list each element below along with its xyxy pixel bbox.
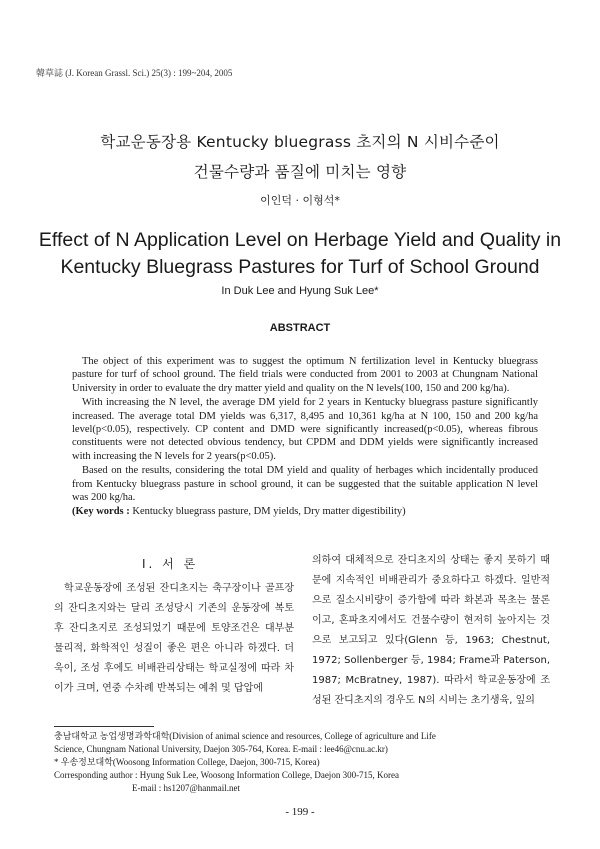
- body-right-column: 의하여 대체적으로 잔디초지의 상태는 좋지 못하기 때문에 지속적인 비배관리가 중요하다고 하겠다. 일반적으로 질소시비량이 증가함에 따라 화본과 목초는 물론이고, 혼파초지에서도 건물수량이 현저히 높아지는 것으로 보고되고 있다(Glenn 등, 1963; Chestnut, 1972; Sollenberger 등, 1984; Frame과 Paterson, 1987; McBratney, 1987). 따라서 학교운동장에 조성된 잔디초지의 경우도 N의 시비는 초기생육, 잎의: [312, 555, 550, 706]
- keywords-list: Kentucky bluegrass pasture, DM yields, Dry matter digestibility): [129, 506, 406, 518]
- page-number: - 199 -: [285, 806, 315, 818]
- footnote-affiliation-1: 충남대학교 농업생명과학대학(Division of animal science and resources, College of agriculture and Life: [54, 731, 436, 741]
- abstract-paragraph-2: With increasing the N level, the average DM yield for 2 years in Kentucky bluegrass pasture significantly increased. The average total DM yields was 6,317, 8,495 and 10,361 kg/ha at N 100, 150 and 200 kg/ha level(p<0.05), respectively. CP content and DMD were significantly increased(p<0.05), whereas fibrous constituents were not detected obvious tendency, but CPDM and DDM yields were significantly increased with increasing the N levels for 2 years(p<0.05).: [72, 397, 538, 462]
- footnotes: [54, 730, 554, 795]
- english-title-line-2: Kentucky Bluegrass Pastures for Turf of School Ground: [60, 256, 540, 278]
- korean-title-line-2: 건물수량과 품질에 미치는 영향: [193, 163, 407, 181]
- english-authors: In Duk Lee and Hyung Suk Lee*: [221, 285, 379, 297]
- abstract-paragraph-1: The object of this experiment was to suggest the optimum N fertilization level in Kentucky bluegrass pasture for turf of school ground. The field trials were conducted from 2001 to 2003 at Chungnam National University in order to evaluate the dry matter yield and quality on the N levels(100, 150 and 200 kg/ha).: [72, 356, 538, 394]
- keywords-label: (Key words :: [72, 506, 130, 518]
- section-heading-introduction: I. 서 론: [142, 557, 199, 571]
- english-title-line-1: Effect of N Application Level on Herbage Yield and Quality in: [38, 229, 562, 251]
- footnote-divider: [54, 726, 154, 727]
- body-left-column: 학교운동장에 조성된 잔디초지는 축구장이나 골프장의 잔디초지와는 달리 조성당시 기존의 운동장에 복토 후 잔디초지로 조성되었기 때문에 토양조건은 대부분 물리적, 화학적인 성질이 좋은 편은 아니라 하겠다. 더욱이, 조성 후에도 비배관리상태는 학교실정에 따라 차이가 크며, 연중 수차례 반복되는 예취 및 답압에: [54, 583, 294, 694]
- footnote-email: E-mail : hs1207@hanmail.net: [132, 783, 241, 793]
- korean-title-line-1: 학교운동장용 Kentucky bluegrass 초지의 N 시비수준이: [100, 133, 500, 151]
- abstract-heading: ABSTRACT: [269, 322, 331, 334]
- footnote-corresponding: Corresponding author : Hyung Suk Lee, Woosong Information College, Daejon 300-715, Korea: [54, 770, 400, 780]
- abstract-body: [72, 355, 538, 520]
- journal-reference: 韓草誌 (J. Korean Grassl. Sci.) 25(3) : 199~204, 2005: [36, 68, 233, 78]
- footnote-affiliation-2: * 우송정보대학(Woosong Information College, Daejon, 300-715, Korea): [54, 757, 320, 767]
- keywords: [72, 505, 538, 518]
- abstract-paragraph-3: Based on the results, considering the total DM yield and quality of herbages which incidentally produced from Kentucky bluegrass pasture in school ground, it can be suggested that the suitable application N level was 200 kg/ha.: [72, 465, 538, 504]
- korean-authors: 이인덕 · 이형석*: [260, 194, 340, 207]
- footnote-affiliation-1-cont: Science, Chungnam National University, Daejon 305-764, Korea. E-mail : lee46@cnu.ac.kr): [54, 744, 388, 754]
